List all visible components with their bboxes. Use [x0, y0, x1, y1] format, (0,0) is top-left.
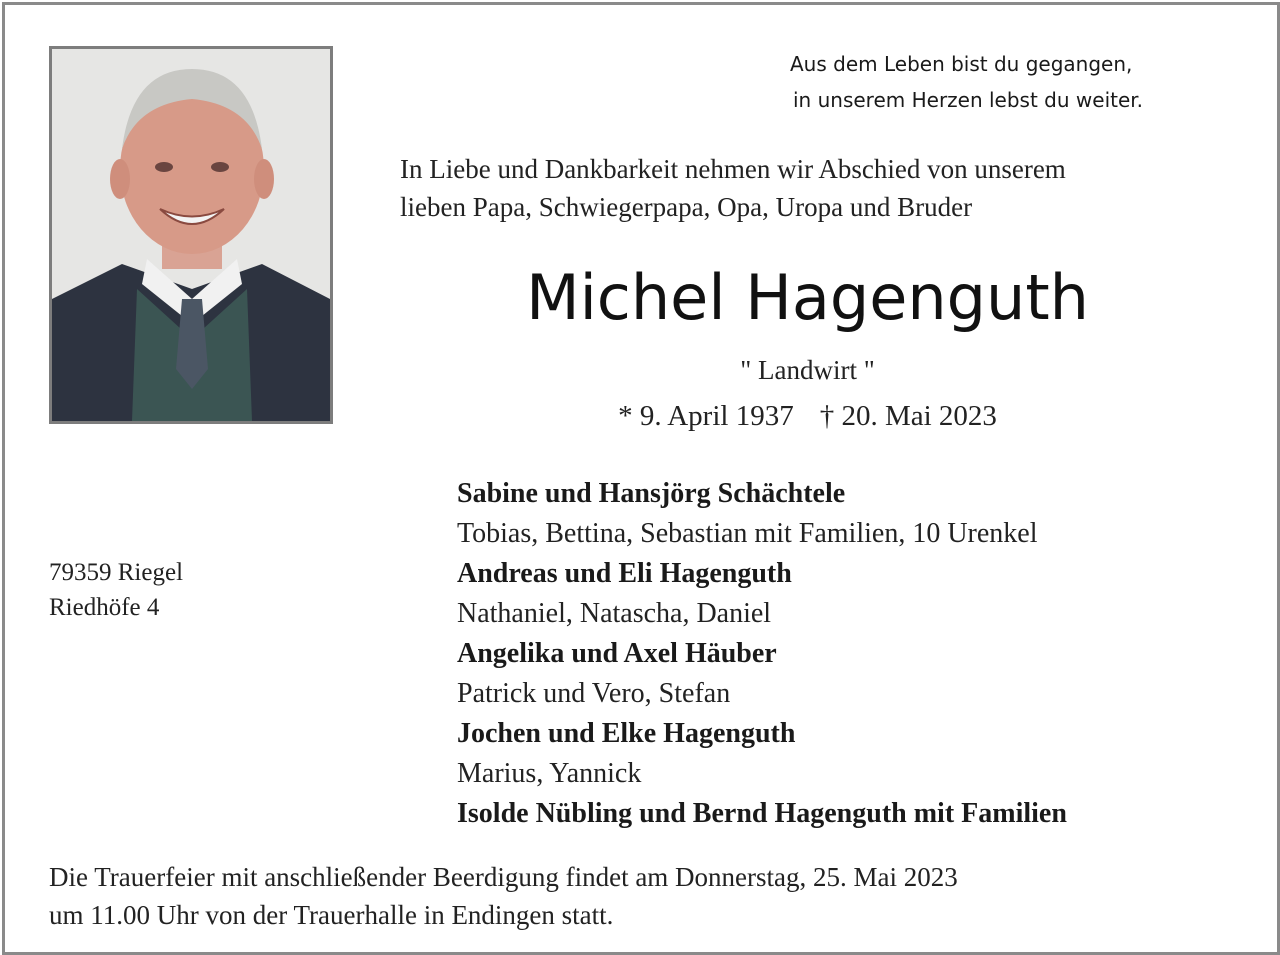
motto-line-1: Aus dem Leben bist du gegangen, [790, 52, 1133, 76]
portrait-photo [49, 46, 333, 424]
family-line: Andreas und Eli Hagenguth [457, 558, 792, 589]
family-line: Angelika und Axel Häuber [457, 638, 777, 669]
family-line: Nathaniel, Natascha, Daniel [457, 598, 772, 629]
ceremony-line-2: um 11.00 Uhr von der Trauerhalle in Endingen statt. [49, 900, 614, 930]
family-line: Isolde Nübling und Bernd Hagenguth mit Familien [457, 798, 1067, 829]
portrait-image [52, 49, 330, 421]
family-line: Marius, Yannick [457, 758, 642, 789]
address-street: Riedhöfe 4 [49, 594, 160, 621]
occupation: " Landwirt " [740, 355, 875, 385]
death-date: † 20. Mai 2023 [819, 400, 997, 432]
family-line: Tobias, Bettina, Sebastian mit Familien, 10 Urenkel [457, 518, 1038, 549]
motto [790, 46, 1260, 118]
family-line: Sabine und Hansjörg Schächtele [457, 478, 846, 509]
life-dates [400, 396, 1215, 436]
address [49, 555, 183, 625]
ceremony-info [49, 858, 1249, 934]
ceremony-line-1: Die Trauerfeier mit anschließender Beerdigung findet am Donnerstag, 25. Mai 2023 [49, 862, 958, 892]
motto-line-2: in unserem Herzen lebst du weiter. [793, 88, 1144, 112]
intro-line-1: In Liebe und Dankbarkeit nehmen wir Abschied von unserem [400, 154, 1066, 184]
birth-date: * 9. April 1937 [618, 400, 794, 432]
family-line: Patrick und Vero, Stefan [457, 678, 731, 709]
intro-line-2: lieben Papa, Schwiegerpapa, Opa, Uropa und Bruder [400, 192, 973, 222]
family-line: Jochen und Elke Hagenguth [457, 718, 796, 749]
family-list [457, 474, 1257, 834]
intro-text [400, 150, 1260, 226]
address-city: 79359 Riegel [49, 559, 184, 586]
deceased-name: Michel Hagenguth [526, 261, 1089, 334]
